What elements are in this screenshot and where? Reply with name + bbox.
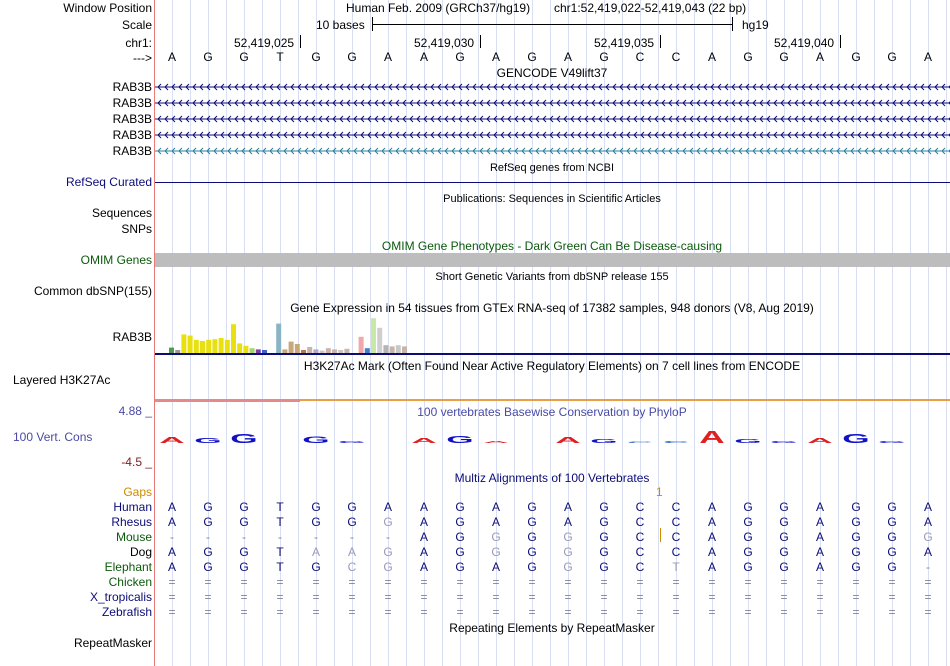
base-letter: G — [887, 50, 897, 64]
alignment-base: = — [816, 590, 824, 604]
alignment-base: G — [491, 530, 501, 544]
alignment-base: G — [311, 515, 321, 529]
phylop-logo-letter: A — [483, 440, 509, 444]
alignment-base: = — [672, 590, 680, 604]
alignment-base: C — [635, 515, 645, 529]
alignment-base: = — [312, 605, 320, 619]
base-letter: A — [383, 50, 392, 64]
alignment-base: = — [168, 605, 176, 619]
base-letter: G — [743, 50, 753, 64]
alignment-base: A — [491, 515, 500, 529]
alignment-base: = — [528, 605, 536, 619]
alignment-base: = — [780, 590, 788, 604]
alignment-base: - — [926, 560, 930, 574]
species-label[interactable]: X_tropicalis — [89, 590, 152, 604]
alignment-base: = — [780, 575, 788, 589]
alignment-base: A — [707, 545, 716, 559]
alignment-base: = — [600, 590, 608, 604]
gencode-row-label[interactable]: RAB3B — [112, 96, 152, 110]
base-letter: A — [563, 50, 572, 64]
h3k27ac-track-label[interactable]: Layered H3K27Ac — [13, 373, 111, 387]
alignment-base: G — [743, 545, 753, 559]
alignment-base: T — [276, 560, 284, 574]
base-letter: A — [923, 50, 932, 64]
base-letter: A — [419, 50, 428, 64]
position-text: chr1:52,419,022-52,419,043 (22 bp) — [554, 1, 747, 15]
alignment-base: = — [420, 590, 428, 604]
alignment-base: = — [816, 575, 824, 589]
assembly-text: Human Feb. 2009 (GRCh37/hg19) — [346, 1, 531, 15]
alignment-base: G — [743, 530, 753, 544]
publications-snps-label[interactable]: SNPs — [121, 222, 152, 236]
gencode-row-label[interactable]: RAB3B — [112, 80, 152, 94]
phylop-logo-letter: G — [302, 435, 330, 446]
alignment-base: = — [708, 605, 716, 619]
alignment-base: A — [419, 560, 428, 574]
phylop-logo-letter: G — [770, 440, 798, 444]
alignment-base: T — [276, 515, 284, 529]
phylop-logo-letter: G — [338, 440, 366, 444]
alignment-base: G — [779, 530, 789, 544]
alignment-base: = — [852, 605, 860, 619]
alignment-base: = — [456, 605, 464, 619]
phylop-track-title: 100 vertebrates Basewise Conservation by PhyloP — [417, 405, 687, 419]
alignment-base: G — [779, 560, 789, 574]
alignment-base: = — [420, 605, 428, 619]
alignment-base: = — [312, 575, 320, 589]
base-letter: G — [311, 50, 321, 64]
alignment-base: = — [744, 575, 752, 589]
gencode-row-label[interactable]: RAB3B — [112, 144, 152, 158]
alignment-base: = — [528, 575, 536, 589]
gap-marker: 1 — [656, 485, 663, 499]
rmsk-track-title: Repeating Elements by RepeatMasker — [449, 621, 655, 635]
alignment-base: G — [203, 515, 213, 529]
alignment-base: G — [563, 530, 573, 544]
gtex-track-title: Gene Expression in 54 tissues from GTEx RNA-seq of 17382 samples, 948 donors (V8, Aug 2019) — [290, 301, 814, 315]
scale-label: Scale — [121, 18, 152, 32]
alignment-base: G — [851, 560, 861, 574]
h3k27ac-track-title: H3K27Ac Mark (Often Found Near Active Regulatory Elements) on 7 cell lines from ENCODE — [303, 359, 801, 373]
alignment-base: = — [780, 605, 788, 619]
alignment-base: G — [491, 545, 501, 559]
alignment-base: = — [636, 605, 644, 619]
alignment-base: C — [635, 500, 645, 514]
gtex-track-label[interactable]: RAB3B — [112, 330, 152, 344]
alignment-base: = — [204, 590, 212, 604]
alignment-base: = — [852, 575, 860, 589]
alignment-base: = — [888, 605, 896, 619]
phylop-logo-letter: A — [411, 436, 437, 445]
phylop-logo[interactable] — [155, 0, 950, 460]
alignment-base: A — [923, 515, 932, 529]
alignment-base: G — [887, 530, 897, 544]
alignment-base: A — [167, 515, 176, 529]
alignment-base: C — [635, 545, 645, 559]
alignment-base: = — [312, 590, 320, 604]
alignment-base: = — [492, 575, 500, 589]
alignment-base: A — [419, 530, 428, 544]
alignment-base: G — [311, 500, 321, 514]
alignment-base: = — [708, 590, 716, 604]
alignment-base: = — [744, 590, 752, 604]
ruler-tick-label: 52,419,040 — [774, 36, 835, 50]
base-letter: G — [527, 50, 537, 64]
alignment-base: - — [170, 530, 174, 544]
phylop-logo-letter: G — [878, 440, 906, 444]
alignment-base: T — [276, 545, 284, 559]
alignment-base: = — [240, 575, 248, 589]
phylop-logo-letter: G — [194, 436, 222, 445]
alignment-base: - — [350, 530, 354, 544]
chrom-label: chr1: — [125, 36, 152, 50]
alignment-base: - — [278, 530, 282, 544]
alignment-base: G — [887, 515, 897, 529]
omim-track-title: OMIM Gene Phenotypes - Dark Green Can Be Disease-causing — [381, 239, 723, 253]
alignment-base: G — [239, 500, 249, 514]
phylop-logo-letter: A — [555, 436, 581, 445]
phylop-logo-letter: A — [159, 436, 185, 445]
alignment-base: = — [276, 590, 284, 604]
alignment-base: G — [887, 545, 897, 559]
alignment-base: G — [779, 515, 789, 529]
alignment-base: G — [599, 515, 609, 529]
alignment-base: = — [564, 605, 572, 619]
alignment-base: A — [167, 545, 176, 559]
alignment-base: G — [203, 500, 213, 514]
alignment-base: G — [455, 545, 465, 559]
alignment-base: C — [671, 500, 681, 514]
base-letter: G — [239, 50, 249, 64]
alignment-base: G — [599, 500, 609, 514]
base-letter: A — [167, 50, 176, 64]
alignment-base: = — [924, 605, 932, 619]
alignment-base: G — [527, 560, 537, 574]
alignment-base: A — [923, 500, 932, 514]
phylop-track-label[interactable]: 100 Vert. Cons — [13, 430, 93, 444]
base-letter: G — [203, 50, 213, 64]
alignment-base: = — [204, 605, 212, 619]
dbsnp-track-label[interactable]: Common dbSNP(155) — [33, 284, 152, 298]
alignment-base: T — [276, 500, 284, 514]
alignment-base: G — [203, 545, 213, 559]
species-label[interactable]: Dog — [129, 545, 152, 559]
base-letter: G — [599, 50, 609, 64]
base-letter: A — [491, 50, 500, 64]
alignment-base: C — [635, 560, 645, 574]
phylop-logo-letter: C — [663, 440, 689, 444]
alignment-base: C — [347, 560, 357, 574]
phylop-logo-letter: A — [699, 427, 725, 447]
base-letter: G — [455, 50, 465, 64]
phylop-logo-letter: G — [734, 437, 762, 445]
alignment-base: G — [239, 545, 249, 559]
alignment-base: - — [314, 530, 318, 544]
alignment-base: G — [527, 515, 537, 529]
alignment-base: G — [599, 545, 609, 559]
alignment-base: G — [527, 500, 537, 514]
alignment-base: A — [311, 545, 320, 559]
base-letter: G — [347, 50, 357, 64]
alignment-base: A — [347, 545, 356, 559]
alignment-base: A — [419, 515, 428, 529]
base-letter: G — [851, 50, 861, 64]
alignment-base: A — [815, 530, 824, 544]
alignment-base: G — [383, 515, 393, 529]
alignment-base: G — [923, 530, 933, 544]
alignment-base: G — [455, 515, 465, 529]
alignment-base: A — [383, 500, 392, 514]
alignment-base: = — [528, 590, 536, 604]
alignment-base: G — [455, 500, 465, 514]
alignment-base: G — [311, 560, 321, 574]
track-label-column — [0, 0, 154, 666]
alignment-base: = — [744, 605, 752, 619]
alignment-base: G — [851, 545, 861, 559]
alignment-base: G — [743, 560, 753, 574]
alignment-base: = — [456, 590, 464, 604]
species-label[interactable]: Zebrafish — [101, 605, 152, 619]
alignment-base: A — [815, 560, 824, 574]
alignment-base: = — [168, 575, 176, 589]
alignment-base: G — [563, 560, 573, 574]
alignment-base: = — [708, 575, 716, 589]
alignment-base: = — [384, 575, 392, 589]
alignment-base: G — [779, 500, 789, 514]
alignment-base: A — [707, 560, 716, 574]
alignment-base: = — [672, 605, 680, 619]
phylop-max-label: 4.88 _ — [118, 404, 152, 418]
alignment-base: = — [348, 575, 356, 589]
strand-label: ---> — [133, 51, 152, 65]
alignment-base: A — [419, 545, 428, 559]
alignment-base: - — [206, 530, 210, 544]
alignment-base: - — [386, 530, 390, 544]
publications-sequences-label[interactable]: Sequences — [91, 206, 152, 220]
species-label[interactable]: Chicken — [108, 575, 152, 589]
phylop-logo-letter: G — [230, 431, 258, 446]
species-label[interactable]: Rhesus — [111, 515, 152, 529]
phylop-logo-letter: G — [842, 431, 870, 446]
phylop-logo-letter: C — [627, 441, 653, 444]
base-letter: T — [276, 50, 284, 64]
omim-track-label[interactable]: OMIM Genes — [80, 253, 152, 267]
refseq-track-label[interactable]: RefSeq Curated — [65, 175, 152, 189]
alignment-base: G — [527, 545, 537, 559]
alignment-base: A — [707, 500, 716, 514]
alignment-base: = — [564, 575, 572, 589]
alignment-base: G — [239, 515, 249, 529]
alignment-base: = — [600, 605, 608, 619]
alignment-base: G — [563, 545, 573, 559]
gencode-row-label[interactable]: RAB3B — [112, 128, 152, 142]
alignment-base: A — [419, 500, 428, 514]
alignment-base: A — [167, 500, 176, 514]
genome-browser-image[interactable] — [155, 0, 950, 666]
alignment-base: G — [851, 515, 861, 529]
alignment-base: = — [456, 575, 464, 589]
alignment-base: = — [168, 590, 176, 604]
scale-text: 10 bases — [316, 18, 365, 32]
alignment-base: = — [240, 590, 248, 604]
alignment-base: G — [851, 500, 861, 514]
alignment-base: G — [239, 560, 249, 574]
alignment-base: = — [492, 590, 500, 604]
alignment-base: A — [563, 500, 572, 514]
alignment-base: G — [779, 545, 789, 559]
alignment-base: = — [852, 590, 860, 604]
alignment-base: = — [924, 575, 932, 589]
base-letter: A — [815, 50, 824, 64]
phylop-logo-letter: A — [807, 436, 833, 445]
alignment-base: A — [491, 500, 500, 514]
alignment-base: = — [816, 605, 824, 619]
alignment-base: G — [887, 500, 897, 514]
alignment-base: A — [815, 515, 824, 529]
alignment-base: = — [600, 575, 608, 589]
ruler-tick-label: 52,419,030 — [414, 36, 475, 50]
alignment-base: G — [527, 530, 537, 544]
gencode-row-label[interactable]: RAB3B — [112, 112, 152, 126]
alignment-base: C — [671, 530, 681, 544]
alignment-base: = — [636, 575, 644, 589]
base-letter: C — [635, 50, 645, 64]
multiz-gaps-label: Gaps — [123, 485, 152, 499]
db-text: hg19 — [742, 18, 769, 32]
alignment-base: = — [348, 605, 356, 619]
base-letter: C — [671, 50, 681, 64]
alignment-base: A — [815, 545, 824, 559]
alignment-base: G — [347, 515, 357, 529]
alignment-base: A — [707, 515, 716, 529]
ruler-tick-label: 52,419,035 — [594, 36, 655, 50]
ruler-tick-label: 52,419,025 — [234, 36, 295, 50]
alignment-base: = — [564, 590, 572, 604]
alignment-base: = — [276, 605, 284, 619]
alignment-base: = — [924, 590, 932, 604]
gencode-track-title: GENCODE V49lift37 — [496, 66, 608, 80]
alignment-base: G — [347, 500, 357, 514]
alignment-base: A — [923, 545, 932, 559]
publications-track-title: Publications: Sequences in Scientific Articles — [443, 193, 661, 205]
alignment-base: A — [491, 560, 500, 574]
alignment-base: A — [815, 500, 824, 514]
alignment-base: = — [204, 575, 212, 589]
alignment-base: G — [455, 530, 465, 544]
phylop-min-label: -4.5 _ — [121, 455, 152, 469]
alignment-base: A — [563, 515, 572, 529]
alignment-base: = — [888, 590, 896, 604]
alignment-base: = — [384, 605, 392, 619]
alignment-base: A — [167, 560, 176, 574]
alignment-base: = — [492, 605, 500, 619]
alignment-base: G — [599, 560, 609, 574]
alignment-base: = — [240, 605, 248, 619]
refseq-track-title: RefSeq genes from NCBI — [489, 162, 615, 174]
alignment-base: G — [851, 530, 861, 544]
alignment-base: - — [242, 530, 246, 544]
window-position-label: Window Position — [63, 1, 152, 15]
base-letter: A — [707, 50, 716, 64]
dbsnp-track-title: Short Genetic Variants from dbSNP release 155 — [435, 271, 669, 283]
alignment-base: = — [276, 575, 284, 589]
phylop-logo-letter: G — [590, 437, 618, 445]
alignment-base: = — [384, 590, 392, 604]
alignment-base: G — [887, 560, 897, 574]
species-label[interactable]: Elephant — [104, 560, 152, 574]
phylop-logo-letter: G — [446, 434, 474, 446]
rmsk-track-label[interactable]: RepeatMasker — [73, 636, 152, 650]
alignment-base: = — [636, 590, 644, 604]
alignment-base: G — [203, 560, 213, 574]
alignment-base: A — [707, 530, 716, 544]
alignment-base: G — [743, 500, 753, 514]
alignment-base: C — [671, 515, 681, 529]
alignment-base: C — [671, 545, 681, 559]
species-label[interactable]: Human — [113, 500, 152, 514]
alignment-base: G — [455, 560, 465, 574]
alignment-base: = — [420, 575, 428, 589]
alignment-base: = — [348, 590, 356, 604]
alignment-base: = — [888, 575, 896, 589]
species-label[interactable]: Mouse — [115, 530, 152, 544]
base-letter: G — [779, 50, 789, 64]
alignment-base: T — [672, 560, 680, 574]
multiz-track-title: Multiz Alignments of 100 Vertebrates — [454, 471, 650, 485]
alignment-base: = — [672, 575, 680, 589]
alignment-base: C — [635, 530, 645, 544]
alignment-base: G — [383, 545, 393, 559]
alignment-base: G — [383, 560, 393, 574]
alignment-base: G — [599, 530, 609, 544]
alignment-base: G — [743, 515, 753, 529]
